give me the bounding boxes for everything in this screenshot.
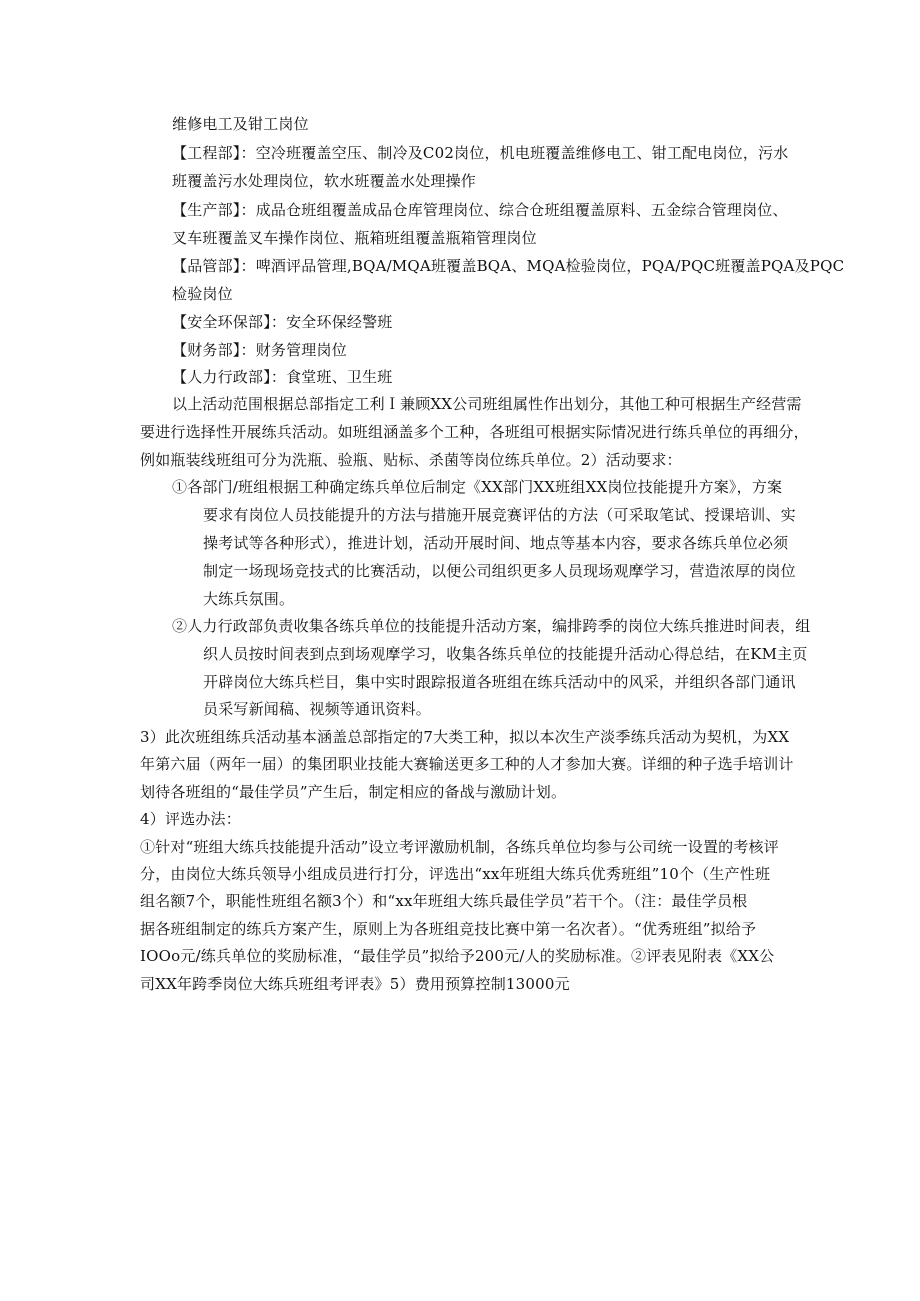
text-line-16: 操考试等各种形式），推进计划，活动开展时间、地点等基本内容，要求各练兵单位必须 xyxy=(203,534,789,552)
text-line-4: 【生产部】：成品仓班组覆盖成品仓库管理岗位、综合仓班组覆盖原料、五金综合管理岗位、 xyxy=(172,201,788,219)
text-line-20: 织人员按时间表到点到场观摩学习，收集各练兵单位的技能提升活动心得总结，在KM主页 xyxy=(203,645,808,663)
text-line-24: 年第六届（两年一届）的集团职业技能大赛输送更多工种的人才参加大赛。详细的种子选手培训计 xyxy=(140,755,794,773)
text-line-28: 分，由岗位大练兵领导小组成员进行打分，评选出“xx年班组大练兵优秀班组”10个（生产性班 xyxy=(140,865,771,883)
text-line-17: 制定一场现场竞技式的比赛活动，以便公司组织更多人员现场观摩学习，营造浓厚的岗位 xyxy=(203,562,796,580)
text-line-21: 开辟岗位大练兵栏目，集中实时跟踪报道各班组在练兵活动中的风采，并组织各部门通讯 xyxy=(203,673,796,691)
text-line-8: 【安全环保部】：安全环保经警班 xyxy=(172,313,393,331)
text-line-9: 【财务部】：财务管理岗位 xyxy=(172,341,347,359)
text-line-23: 3）此次班组练兵活动基本涵盖总部指定的7大类工种，拟以本次生产淡季练兵活动为契机，为XX xyxy=(140,728,790,746)
text-line-11: 以上活动范围根据总部指定工利Ｉ兼顾XX公司班组属性作出划分，其他工种可根据生产经营需 xyxy=(172,395,802,413)
text-line-1: 维修电工及钳工岗位 xyxy=(172,115,309,133)
text-line-7: 检验岗位 xyxy=(172,285,233,303)
text-line-32: 司XX年跨季岗位大练兵班组考评表》5）费用预算控制13000元 xyxy=(140,975,570,993)
text-line-13: 例如瓶装线班组可分为洗瓶、验瓶、贴标、杀菌等岗位练兵单位。2）活动要求： xyxy=(140,451,682,469)
text-line-10: 【人力行政部】：食堂班、卫生班 xyxy=(172,368,393,386)
text-line-18: 大练兵氛围。 xyxy=(203,590,295,608)
text-line-31: IOOo元/练兵单位的奖励标准，“最佳学员”拟给予200元/人的奖励标准。②评表见附表《XX公 xyxy=(140,947,775,965)
text-line-25: 划待各班组的“最佳学员”产生后，制定相应的备战与激励计划。 xyxy=(140,783,567,801)
text-line-30: 据各班组制定的练兵方案产生，原则上为各班组竞技比赛中第一名次者）。“优秀班组”拟给予 xyxy=(140,920,757,938)
text-line-6: 【品管部】：啤酒评品管理,BQA/MQA班覆盖BQA、MQA检验岗位，PQA/PQC班覆盖PQA及PQC xyxy=(172,257,845,275)
text-line-26: 4）评选办法： xyxy=(140,810,241,828)
text-line-5: 叉车班覆盖叉车操作岗位、瓶箱班组覆盖瓶箱管理岗位 xyxy=(172,229,537,247)
text-line-27: ①针对“班组大练兵技能提升活动”设立考评激励机制，各练兵单位均参与公司统一设置的考核评 xyxy=(140,838,779,856)
text-line-3: 班覆盖污水处理岗位，软水班覆盖水处理操作 xyxy=(172,172,477,190)
text-line-22: 员采写新闻稿、视频等通讯资料。 xyxy=(203,700,432,718)
text-line-2: 【工程部】：空冷班覆盖空压、制冷及C02岗位，机电班覆盖维修电工、钳工配电岗位，污水 xyxy=(172,144,789,162)
text-line-15: 要求有岗位人员技能提升的方法与措施开展竞赛评估的方法（可采取笔试、授课培训、实 xyxy=(203,506,796,524)
text-line-14: ①各部门/班组根据工种确定练兵单位后制定《XX部门XX班组XX岗位技能提升方案》，方案 xyxy=(172,478,783,496)
text-line-12: 要进行选择性开展练兵活动。如班组涵盖多个工种，各班组可根据实际情况进行练兵单位的再细分， xyxy=(140,423,809,441)
text-line-29: 组名额7个，职能性班组名额3个）和“xx年班组大练兵最佳学员”若干个。（注：最佳学员根 xyxy=(140,892,748,910)
text-line-19: ②人力行政部负责收集各练兵单位的技能提升活动方案，编排跨季的岗位大练兵推进时间表，组 xyxy=(172,617,811,635)
